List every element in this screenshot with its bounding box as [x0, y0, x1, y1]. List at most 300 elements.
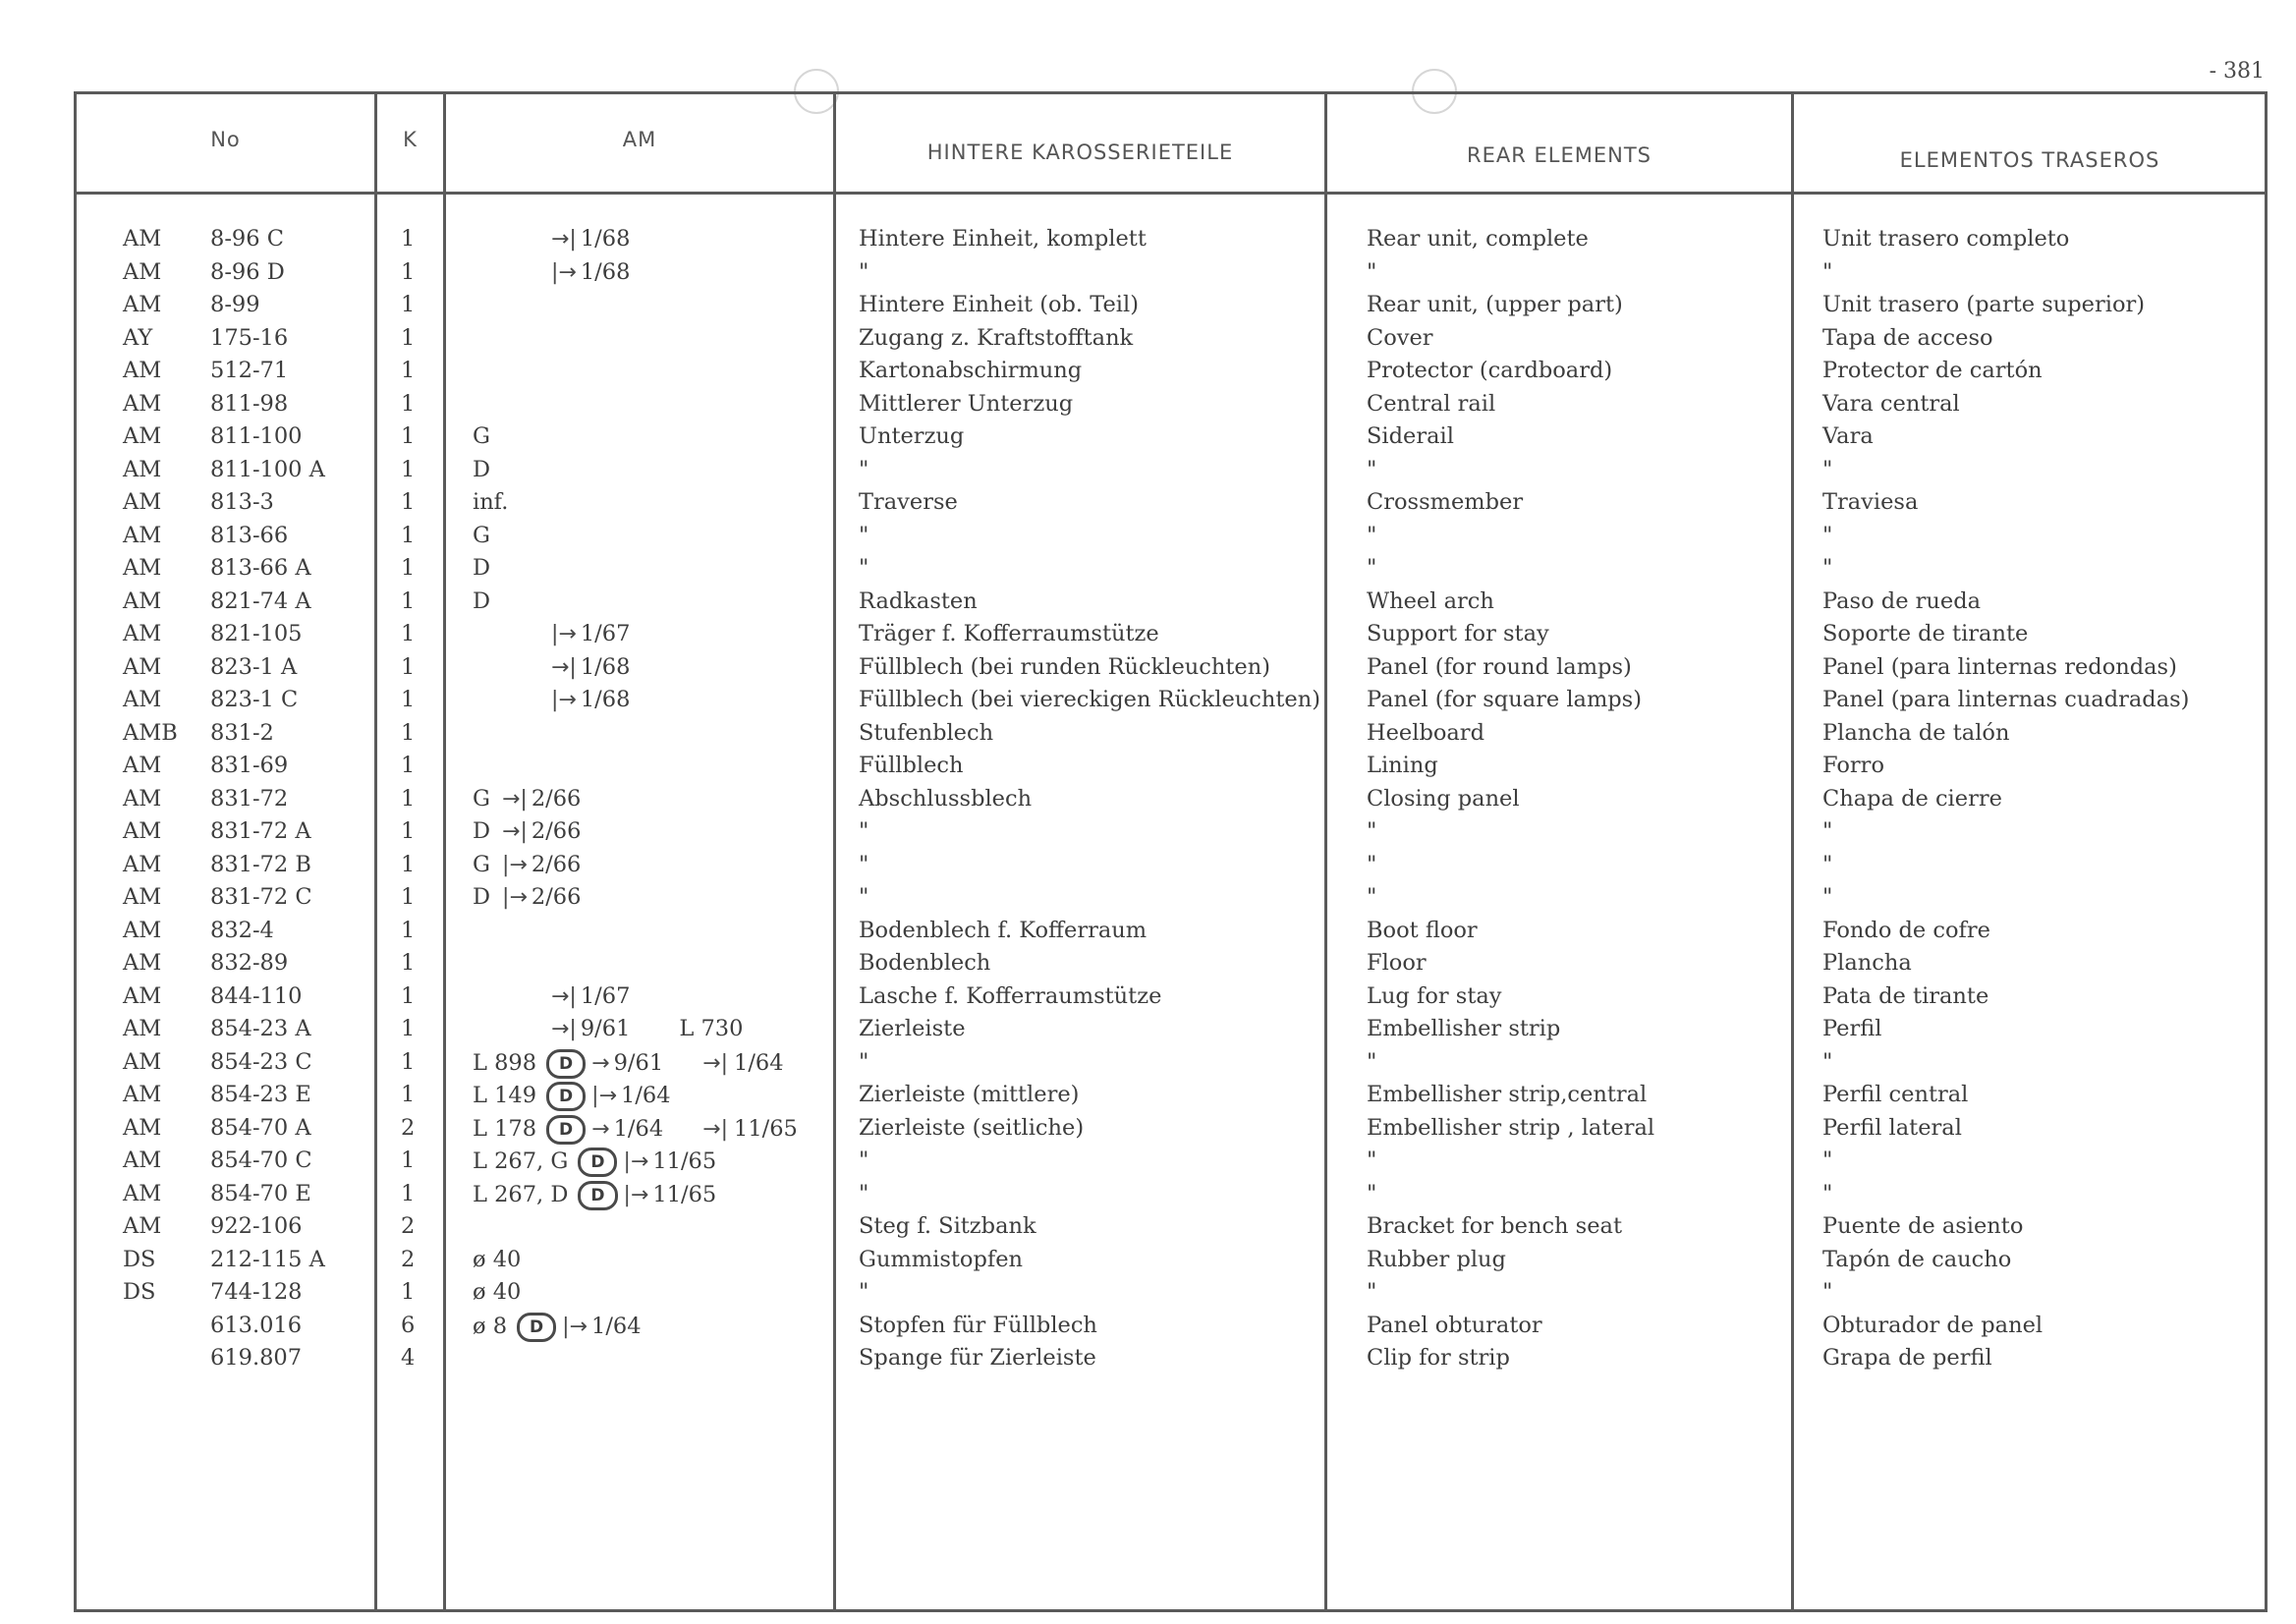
description-de: Zierleiste (seitliche): [859, 1114, 1085, 1141]
part-prefix: AM: [123, 982, 162, 1009]
am-date: 1/67: [580, 621, 631, 646]
description-en: Embellisher strip: [1367, 1016, 1561, 1041]
arrow-icon: |→: [562, 1314, 588, 1339]
header-no: No: [210, 128, 241, 151]
am-remark-prefix: ø 40: [473, 1279, 522, 1305]
table-row: [0, 1313, 2296, 1346]
quantity: 1: [401, 950, 416, 976]
part-prefix: AM: [123, 687, 162, 712]
table-row: [0, 325, 2296, 359]
description-de: Kartonabschirmung: [859, 358, 1083, 383]
arrow-icon: →: [591, 1116, 610, 1142]
am-remark: [473, 1279, 529, 1305]
part-number: 8-99: [210, 292, 260, 317]
part-number: 512-71: [210, 358, 289, 383]
d-box: D: [546, 1049, 586, 1079]
part-number: 813-66 A: [210, 555, 311, 581]
table-row: [0, 555, 2296, 588]
am-date: 11/65: [652, 1148, 717, 1174]
part-number: 813-3: [210, 489, 274, 515]
description-de: Zierleiste: [859, 1016, 966, 1041]
part-number: 854-23 A: [210, 1016, 311, 1041]
am-remark-prefix: inf.: [473, 489, 509, 515]
description-es: Soporte de tirante: [1822, 621, 2029, 646]
arrow-icon: →|: [551, 227, 577, 252]
description-de: Stopfen für Füllblech: [859, 1312, 1097, 1338]
description-es: Perfil: [1822, 1016, 1882, 1041]
table-row: [0, 588, 2296, 622]
part-number: 821-74 A: [210, 588, 311, 614]
part-number: 823-1 C: [210, 687, 299, 712]
header-de: HINTERE KAROSSERIETEILE: [926, 140, 1234, 164]
quantity: 4: [401, 1345, 416, 1371]
table-row: [0, 1279, 2296, 1313]
table-row: [0, 489, 2296, 523]
part-number: 831-72 C: [210, 884, 312, 910]
quantity: 1: [401, 555, 416, 581]
am-date: 2/66: [531, 851, 582, 877]
description-de: ": [859, 555, 869, 581]
table-row: [0, 983, 2296, 1017]
description-de: Hintere Einheit (ob. Teil): [859, 292, 1139, 317]
part-number: 811-100 A: [210, 456, 325, 482]
am-date: 1/64: [613, 1115, 664, 1142]
am-date: 1/68: [580, 258, 631, 285]
table-row: [0, 621, 2296, 654]
description-es: Obturador de panel: [1822, 1312, 2044, 1338]
quantity: 1: [401, 456, 416, 482]
am-remark-prefix: D: [473, 588, 491, 614]
description-de: Traverse: [859, 489, 958, 515]
quantity: 1: [401, 390, 416, 417]
am-date: 1/64: [591, 1313, 642, 1339]
arrow-icon: →|: [501, 786, 528, 812]
am-remark-prefix: D: [473, 456, 491, 482]
part-number: 831-72 A: [210, 818, 311, 844]
part-prefix: AM: [123, 489, 162, 515]
description-es: Vara: [1822, 423, 1874, 449]
part-prefix: AM: [123, 1082, 162, 1107]
am-remark: [473, 1016, 743, 1041]
d-box: D: [546, 1115, 586, 1145]
arrow-icon: |→: [501, 852, 528, 877]
description-de: ": [859, 522, 869, 548]
description-de: Steg f. Sitzbank: [859, 1213, 1036, 1239]
description-de: Abschlussblech: [859, 785, 1033, 812]
description-de: Hintere Einheit, komplett: [859, 226, 1147, 252]
arrow-icon: →: [591, 1050, 610, 1076]
am-remark: [473, 423, 498, 449]
description-en: ": [1367, 884, 1377, 910]
part-number: 831-69: [210, 753, 289, 778]
table-row: [0, 391, 2296, 424]
table-row: [0, 753, 2296, 786]
header-divider: [74, 192, 2268, 195]
quantity: 1: [401, 917, 416, 943]
description-en: Rear unit, (upper part): [1367, 292, 1623, 317]
am-remark-prefix: G: [473, 785, 490, 812]
part-prefix: AM: [123, 555, 162, 581]
part-number: 823-1 A: [210, 653, 298, 680]
description-en: ": [1367, 1279, 1377, 1305]
description-es: Vara central: [1822, 390, 1960, 417]
description-en: Floor: [1367, 950, 1427, 976]
description-en: Embellisher strip,central: [1367, 1082, 1648, 1107]
am-remark-prefix: D: [473, 555, 491, 581]
quantity: 1: [401, 884, 416, 910]
table-row: [0, 918, 2296, 951]
arrow-icon: |→: [551, 688, 577, 712]
quantity: 1: [401, 489, 416, 515]
part-number: 811-98: [210, 390, 289, 417]
description-es: Plancha: [1822, 950, 1912, 976]
description-en: Wheel arch: [1367, 588, 1494, 614]
arrow-icon: →|: [702, 1116, 728, 1142]
part-prefix: AM: [123, 1180, 162, 1206]
description-es: Panel (para linternas cuadradas): [1822, 687, 2190, 712]
description-es: ": [1822, 884, 1833, 910]
am-date: 1/64: [734, 1049, 784, 1076]
description-en: ": [1367, 522, 1377, 548]
am-remark: [473, 226, 630, 252]
arrow-icon: →|: [551, 1017, 577, 1041]
am-date: 9/61: [613, 1049, 664, 1076]
table-row: [0, 884, 2296, 918]
part-number: 813-66: [210, 522, 289, 548]
description-es: ": [1822, 258, 1833, 285]
description-en: Lug for stay: [1367, 982, 1502, 1009]
am-remark-prefix: L 149: [473, 1083, 537, 1108]
am-remark-prefix: ø 40: [473, 1246, 522, 1272]
part-prefix: AMB: [123, 719, 178, 746]
description-en: Protector (cardboard): [1367, 358, 1613, 383]
am-remark-prefix: G: [473, 851, 490, 877]
header-k: K: [403, 128, 418, 151]
part-number: 8-96 D: [210, 258, 285, 285]
part-number: 922-106: [210, 1213, 303, 1239]
am-date: 2/66: [531, 785, 582, 812]
part-number: 844-110: [210, 982, 303, 1009]
am-remark: [473, 818, 581, 844]
d-box: D: [578, 1181, 617, 1210]
table-row: [0, 423, 2296, 457]
description-es: Panel (para linternas redondas): [1822, 653, 2177, 680]
part-prefix: AM: [123, 258, 162, 285]
description-en: ": [1367, 1148, 1377, 1173]
am-remark: [473, 588, 498, 614]
am-remark-prefix: D: [473, 884, 491, 910]
part-number: 175-16: [210, 324, 289, 351]
am-remark: [473, 1313, 642, 1342]
part-number: 832-89: [210, 950, 289, 976]
description-en: Rear unit, complete: [1367, 226, 1589, 252]
part-prefix: AM: [123, 226, 162, 252]
description-es: Unit trasero (parte superior): [1822, 292, 2146, 317]
table-row: [0, 1247, 2296, 1280]
header-en: REAR ELEMENTS: [1467, 143, 1652, 167]
description-en: ": [1367, 456, 1377, 482]
part-number: 831-2: [210, 719, 274, 746]
description-en: ": [1367, 1048, 1377, 1075]
table-row: [0, 950, 2296, 983]
part-prefix: AM: [123, 785, 162, 812]
d-box: D: [546, 1082, 586, 1111]
description-es: ": [1822, 1279, 1833, 1305]
table-row: [0, 292, 2296, 325]
part-number: 854-23 E: [210, 1082, 311, 1107]
description-en: ": [1367, 258, 1377, 285]
description-de: ": [859, 456, 869, 482]
am-date: 11/65: [734, 1115, 798, 1142]
description-en: Cover: [1367, 324, 1433, 351]
quantity: 1: [401, 1016, 416, 1041]
arrow-icon: |→: [591, 1084, 618, 1108]
quantity: 1: [401, 522, 416, 548]
table-row: [0, 457, 2296, 490]
table-row: [0, 818, 2296, 852]
table-row: [0, 259, 2296, 293]
quantity: 1: [401, 1180, 416, 1206]
part-number: 619.807: [210, 1345, 303, 1371]
table-row: [0, 1016, 2296, 1049]
part-number: 854-70 E: [210, 1180, 311, 1206]
am-remark-prefix: L 267, D: [473, 1181, 569, 1207]
arrow-icon: →|: [551, 983, 577, 1009]
header-es: ELEMENTOS TRASEROS: [1899, 148, 2160, 172]
description-es: ": [1822, 456, 1833, 482]
part-prefix: AM: [123, 851, 162, 877]
part-number: 854-70 A: [210, 1114, 311, 1141]
table-row: [0, 1082, 2296, 1115]
description-en: Bracket for bench seat: [1367, 1213, 1623, 1239]
table-row: [0, 1148, 2296, 1181]
description-de: Spange für Zierleiste: [859, 1345, 1096, 1371]
part-prefix: AM: [123, 1016, 162, 1041]
part-number: 831-72: [210, 785, 289, 812]
quantity: 2: [401, 1246, 416, 1272]
arrow-icon: →|: [502, 819, 528, 844]
quantity: 1: [401, 687, 416, 712]
part-number: 854-23 C: [210, 1048, 312, 1075]
description-es: ": [1822, 555, 1833, 581]
description-en: Support for stay: [1367, 621, 1549, 646]
description-de: ": [859, 1279, 869, 1305]
am-date: 1/67: [580, 982, 631, 1009]
description-es: ": [1822, 1048, 1833, 1075]
description-es: ": [1822, 1148, 1833, 1173]
table-row: [0, 226, 2296, 259]
description-es: Paso de rueda: [1822, 588, 1982, 614]
part-prefix: DS: [123, 1279, 156, 1305]
quantity: 1: [401, 753, 416, 778]
table-row: [0, 786, 2296, 819]
quantity: 1: [401, 785, 416, 812]
part-number: 212-115 A: [210, 1246, 325, 1272]
description-en: ": [1367, 555, 1377, 581]
description-de: Füllblech (bei viereckigen Rückleuchten): [859, 687, 1320, 712]
part-number: 832-4: [210, 917, 274, 943]
am-remark: [473, 1049, 784, 1079]
part-prefix: AM: [123, 1148, 162, 1173]
description-de: Füllblech (bei runden Rückleuchten): [859, 653, 1270, 680]
arrow-icon: →|: [702, 1050, 728, 1076]
part-number: 854-70 C: [210, 1148, 312, 1173]
quantity: 1: [401, 653, 416, 680]
description-de: Füllblech: [859, 753, 964, 778]
part-number: 744-128: [210, 1279, 303, 1305]
quantity: 1: [401, 818, 416, 844]
am-date: 1/64: [621, 1083, 671, 1108]
description-de: Bodenblech f. Kofferraum: [859, 917, 1148, 943]
description-de: Zugang z. Kraftstofftank: [859, 324, 1134, 351]
description-en: Lining: [1367, 753, 1438, 778]
d-box: D: [517, 1313, 556, 1342]
am-remark: [473, 786, 581, 812]
description-es: Pata de tirante: [1822, 982, 1989, 1009]
part-prefix: AM: [123, 950, 162, 976]
description-es: ": [1822, 1180, 1833, 1206]
description-de: Träger f. Kofferraumstütze: [859, 621, 1159, 646]
quantity: 1: [401, 1279, 416, 1305]
quantity: 1: [401, 258, 416, 285]
table-row: [0, 523, 2296, 556]
am-remark: [473, 884, 581, 910]
am-remark: [473, 1115, 798, 1145]
part-prefix: AM: [123, 884, 162, 910]
am-date: 2/66: [531, 884, 582, 910]
am-date: 11/65: [652, 1181, 717, 1207]
am-remark: [473, 555, 498, 581]
am-remark-prefix: G: [473, 522, 490, 548]
description-es: Protector de cartón: [1822, 358, 2043, 383]
description-es: Traviesa: [1822, 489, 1919, 515]
part-prefix: AM: [123, 753, 162, 778]
am-date: 9/61: [580, 1016, 631, 1041]
part-prefix: DS: [123, 1246, 156, 1272]
quantity: 1: [401, 423, 416, 449]
am-remark: [473, 852, 581, 877]
am-remark: [473, 1082, 671, 1111]
table-row: [0, 852, 2296, 885]
description-es: Grapa de perfil: [1822, 1345, 1992, 1371]
am-remark: [473, 983, 630, 1009]
description-de: Bodenblech: [859, 950, 991, 976]
part-prefix: AM: [123, 456, 162, 482]
table-row: [0, 1049, 2296, 1083]
am-remark-prefix: D: [473, 818, 491, 844]
description-es: ": [1822, 851, 1833, 877]
part-prefix: AM: [123, 653, 162, 680]
description-es: Tapón de caucho: [1822, 1246, 2012, 1272]
description-en: Boot floor: [1367, 917, 1478, 943]
header-am: AM: [622, 128, 657, 151]
am-remark-prefix: G: [473, 423, 490, 449]
quantity: 1: [401, 358, 416, 383]
part-number: 821-105: [210, 621, 303, 646]
arrow-icon: |→: [623, 1149, 649, 1174]
am-remark: [473, 259, 630, 285]
description-es: Plancha de talón: [1822, 719, 2010, 746]
part-number: 811-100: [210, 423, 303, 449]
am-remark-prefix: L 267, G: [473, 1148, 569, 1174]
am-remark: [473, 489, 516, 515]
quantity: 1: [401, 851, 416, 877]
part-prefix: AM: [123, 390, 162, 417]
description-es: Perfil central: [1822, 1082, 1969, 1107]
quantity: 2: [401, 1213, 416, 1239]
d-box: D: [578, 1148, 617, 1177]
description-en: Panel (for round lamps): [1367, 653, 1632, 680]
am-remark: [473, 1181, 716, 1210]
am-date: 1/68: [580, 653, 631, 680]
description-en: Heelboard: [1367, 719, 1484, 746]
quantity: 1: [401, 1082, 416, 1107]
arrow-icon: |→: [551, 259, 577, 285]
am-remark: [473, 1148, 716, 1177]
am-remark-prefix: ø 8: [473, 1313, 508, 1339]
quantity: 1: [401, 324, 416, 351]
am-extra: L 730: [679, 1016, 744, 1041]
quantity: 1: [401, 621, 416, 646]
description-es: Unit trasero completo: [1822, 226, 2070, 252]
description-es: Chapa de cierre: [1822, 785, 2002, 812]
description-de: Unterzug: [859, 423, 965, 449]
table-row: [0, 654, 2296, 688]
description-de: Gummistopfen: [859, 1246, 1024, 1272]
description-es: Fondo de cofre: [1822, 917, 1990, 943]
quantity: 1: [401, 226, 416, 252]
description-de: Radkasten: [859, 588, 978, 614]
description-en: ": [1367, 818, 1377, 844]
am-remark: [473, 457, 498, 482]
am-remark: [473, 523, 498, 548]
quantity: 1: [401, 588, 416, 614]
am-remark: [473, 654, 630, 680]
description-en: Siderail: [1367, 423, 1454, 449]
arrow-icon: →|: [551, 654, 577, 680]
description-en: Panel (for square lamps): [1367, 687, 1643, 712]
description-de: ": [859, 818, 869, 844]
am-remark: [473, 687, 630, 712]
part-prefix: AM: [123, 621, 162, 646]
am-date: 1/68: [580, 687, 631, 712]
description-de: ": [859, 884, 869, 910]
description-es: Perfil lateral: [1822, 1114, 1962, 1141]
description-en: ": [1367, 851, 1377, 877]
am-remark-prefix: L 898: [473, 1049, 537, 1076]
table-row: [0, 720, 2296, 754]
description-en: Central rail: [1367, 390, 1496, 417]
description-de: ": [859, 258, 869, 285]
quantity: 2: [401, 1114, 416, 1141]
description-es: Forro: [1822, 753, 1884, 778]
am-date: 1/68: [580, 226, 631, 252]
description-de: ": [859, 1048, 869, 1075]
description-es: ": [1822, 522, 1833, 548]
description-de: ": [859, 1148, 869, 1173]
description-es: Puente de asiento: [1822, 1213, 2024, 1239]
part-prefix: AY: [123, 324, 153, 351]
quantity: 1: [401, 1148, 416, 1173]
description-en: Closing panel: [1367, 785, 1520, 812]
quantity: 6: [401, 1312, 416, 1338]
part-prefix: AM: [123, 1114, 162, 1141]
table-row: [0, 1213, 2296, 1247]
description-es: ": [1822, 818, 1833, 844]
description-de: Stufenblech: [859, 719, 994, 746]
part-prefix: AM: [123, 292, 162, 317]
arrow-icon: |→: [551, 622, 577, 646]
